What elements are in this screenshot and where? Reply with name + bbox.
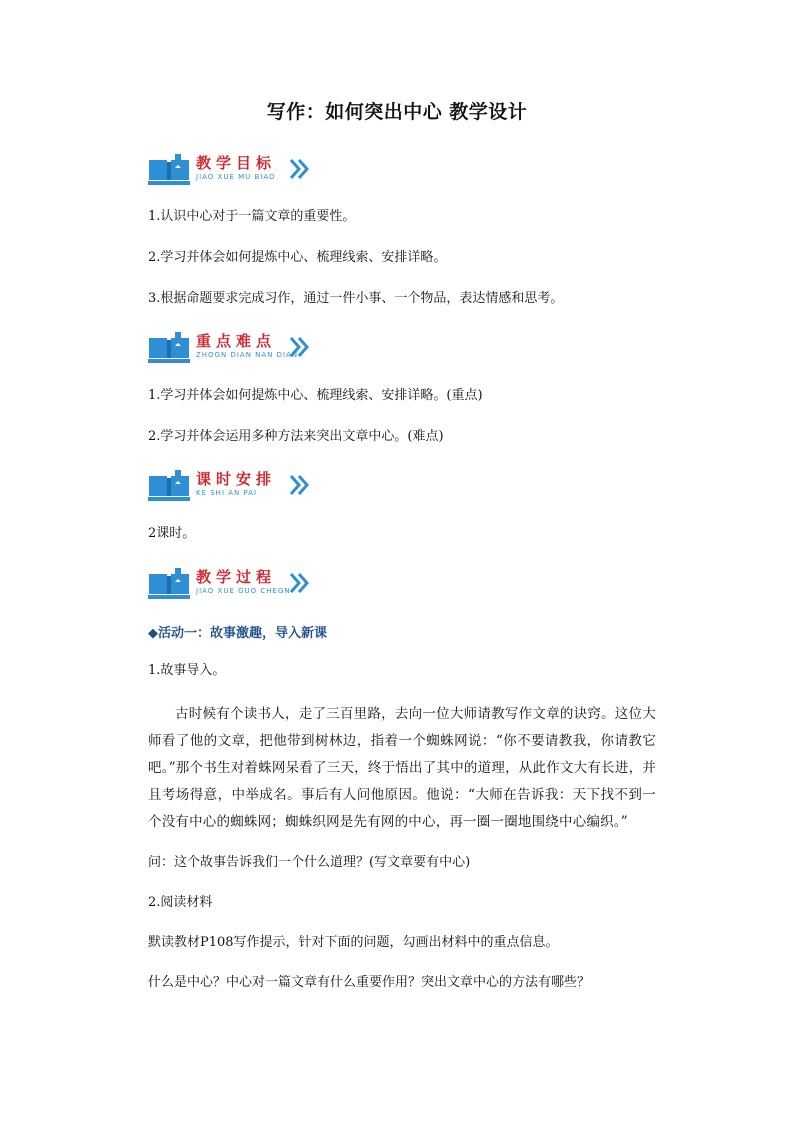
step-heading: 1.故事导入。 bbox=[148, 663, 226, 678]
section-title: 重点难点 bbox=[196, 332, 277, 350]
double-chevron-icon bbox=[288, 570, 314, 596]
goal-item: 2.学习并体会如何提炼中心、梳理线索、安排详略。 bbox=[148, 250, 447, 265]
section-pinyin: JIAO XUE MU BIAO bbox=[196, 173, 276, 181]
double-chevron-icon bbox=[288, 156, 314, 182]
section-header-process bbox=[148, 566, 348, 606]
section-title: 课时安排 bbox=[196, 470, 277, 488]
book-icon bbox=[148, 568, 190, 600]
question-text: 问：这个故事告诉我们一个什么道理？(写文章要有中心) bbox=[148, 855, 471, 870]
keypoint-item: 2.学习并体会运用多种方法来突出文章中心。(难点) bbox=[148, 429, 444, 444]
double-chevron-icon bbox=[288, 334, 314, 360]
reading-questions: 什么是中心？中心对一篇文章有什么重要作用？突出文章中心的方法有哪些？ bbox=[148, 975, 591, 990]
section-pinyin: JIAO XUE GUO CHEGN bbox=[196, 587, 291, 595]
section-pinyin: ZHOGN DIAN NAN DIAN bbox=[196, 351, 299, 359]
activity-heading: ◆活动一：故事激趣，导入新课 bbox=[148, 626, 327, 641]
document-title: 写作：如何突出中心 教学设计 bbox=[266, 101, 528, 123]
section-header-goals bbox=[148, 152, 348, 192]
section-title: 教学目标 bbox=[196, 154, 277, 172]
goal-item: 1.认识中心对于一篇文章的重要性。 bbox=[148, 209, 356, 224]
keypoint-item: 1.学习并体会如何提炼中心、梳理线索、安排详略。(重点) bbox=[148, 388, 483, 403]
reading-instruction: 默读教材P108写作提示，针对下面的问题，勾画出材料中的重点信息。 bbox=[148, 935, 559, 950]
step-heading: 2.阅读材料 bbox=[148, 895, 213, 910]
schedule-text: 2课时。 bbox=[148, 526, 196, 541]
section-pinyin: KE SHI AN PAI bbox=[196, 489, 258, 497]
section-header-schedule bbox=[148, 468, 348, 508]
story-paragraph: 古时候有个读书人，走了三百里路，去向一位大师请教写作文章的诀窍。这位大师看了他的文章，把他带到树林边，指着一个蜘蛛网说：“你不要请教我，你请教它吧。”那个书生对着蛛网呆看了三天，终于悟出了其中的道理，从此作文大有长进，并且考场得意，中举成名。事后有人问他原因。他说：“大师在告诉我：天下找不到一个没有中心的蜘蛛网；蜘蛛织网是先有网的中心，再一圈一圈地围绕中心编织。” bbox=[148, 706, 656, 830]
book-icon bbox=[148, 332, 190, 364]
book-icon bbox=[148, 470, 190, 502]
goal-item: 3.根据命题要求完成习作，通过一件小事、一个物品，表达情感和思考。 bbox=[148, 291, 564, 306]
section-header-keypoints bbox=[148, 330, 348, 370]
double-chevron-icon bbox=[288, 472, 314, 498]
section-title: 教学过程 bbox=[196, 568, 277, 586]
book-icon bbox=[148, 154, 190, 186]
